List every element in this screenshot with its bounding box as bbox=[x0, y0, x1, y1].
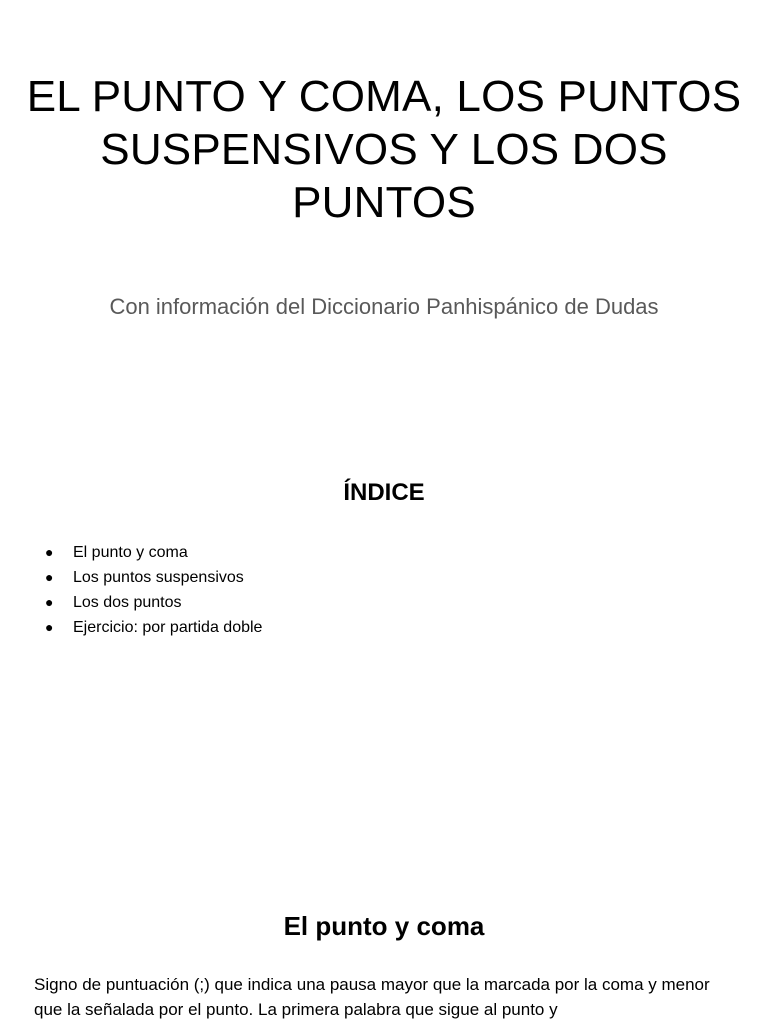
index-item-label: El punto y coma bbox=[73, 544, 188, 561]
bullet-icon: ● bbox=[45, 544, 54, 560]
index-item-label: Los puntos suspensivos bbox=[73, 569, 244, 586]
bullet-icon: ● bbox=[45, 594, 54, 610]
index-heading: ÍNDICE bbox=[343, 479, 425, 506]
index-item-label: Ejercicio: por partida doble bbox=[73, 619, 263, 636]
index-item-dos-puntos bbox=[40, 590, 262, 615]
bullet-icon: ● bbox=[45, 619, 54, 635]
document-title: EL PUNTO Y COMA, LOS PUNTOS SUSPENSIVOS Y LOS DOS PUNTOS bbox=[26, 72, 742, 227]
section-paragraph: Signo de puntuación (;) que indica una pausa mayor que la marcada por la coma y menor que la señalada por el punto. La primera palabra que sigue al punto y bbox=[34, 975, 710, 1019]
index-item-punto-y-coma bbox=[40, 540, 262, 565]
section-heading: El punto y coma bbox=[283, 911, 485, 941]
index-item-puntos-suspensivos bbox=[40, 565, 262, 590]
document-subtitle: Con información del Diccionario Panhispánico de Dudas bbox=[109, 294, 659, 319]
index-item-ejercicio bbox=[40, 615, 262, 640]
index-item-label: Los dos puntos bbox=[73, 594, 182, 611]
index-list bbox=[40, 540, 262, 640]
bullet-icon: ● bbox=[45, 569, 54, 585]
